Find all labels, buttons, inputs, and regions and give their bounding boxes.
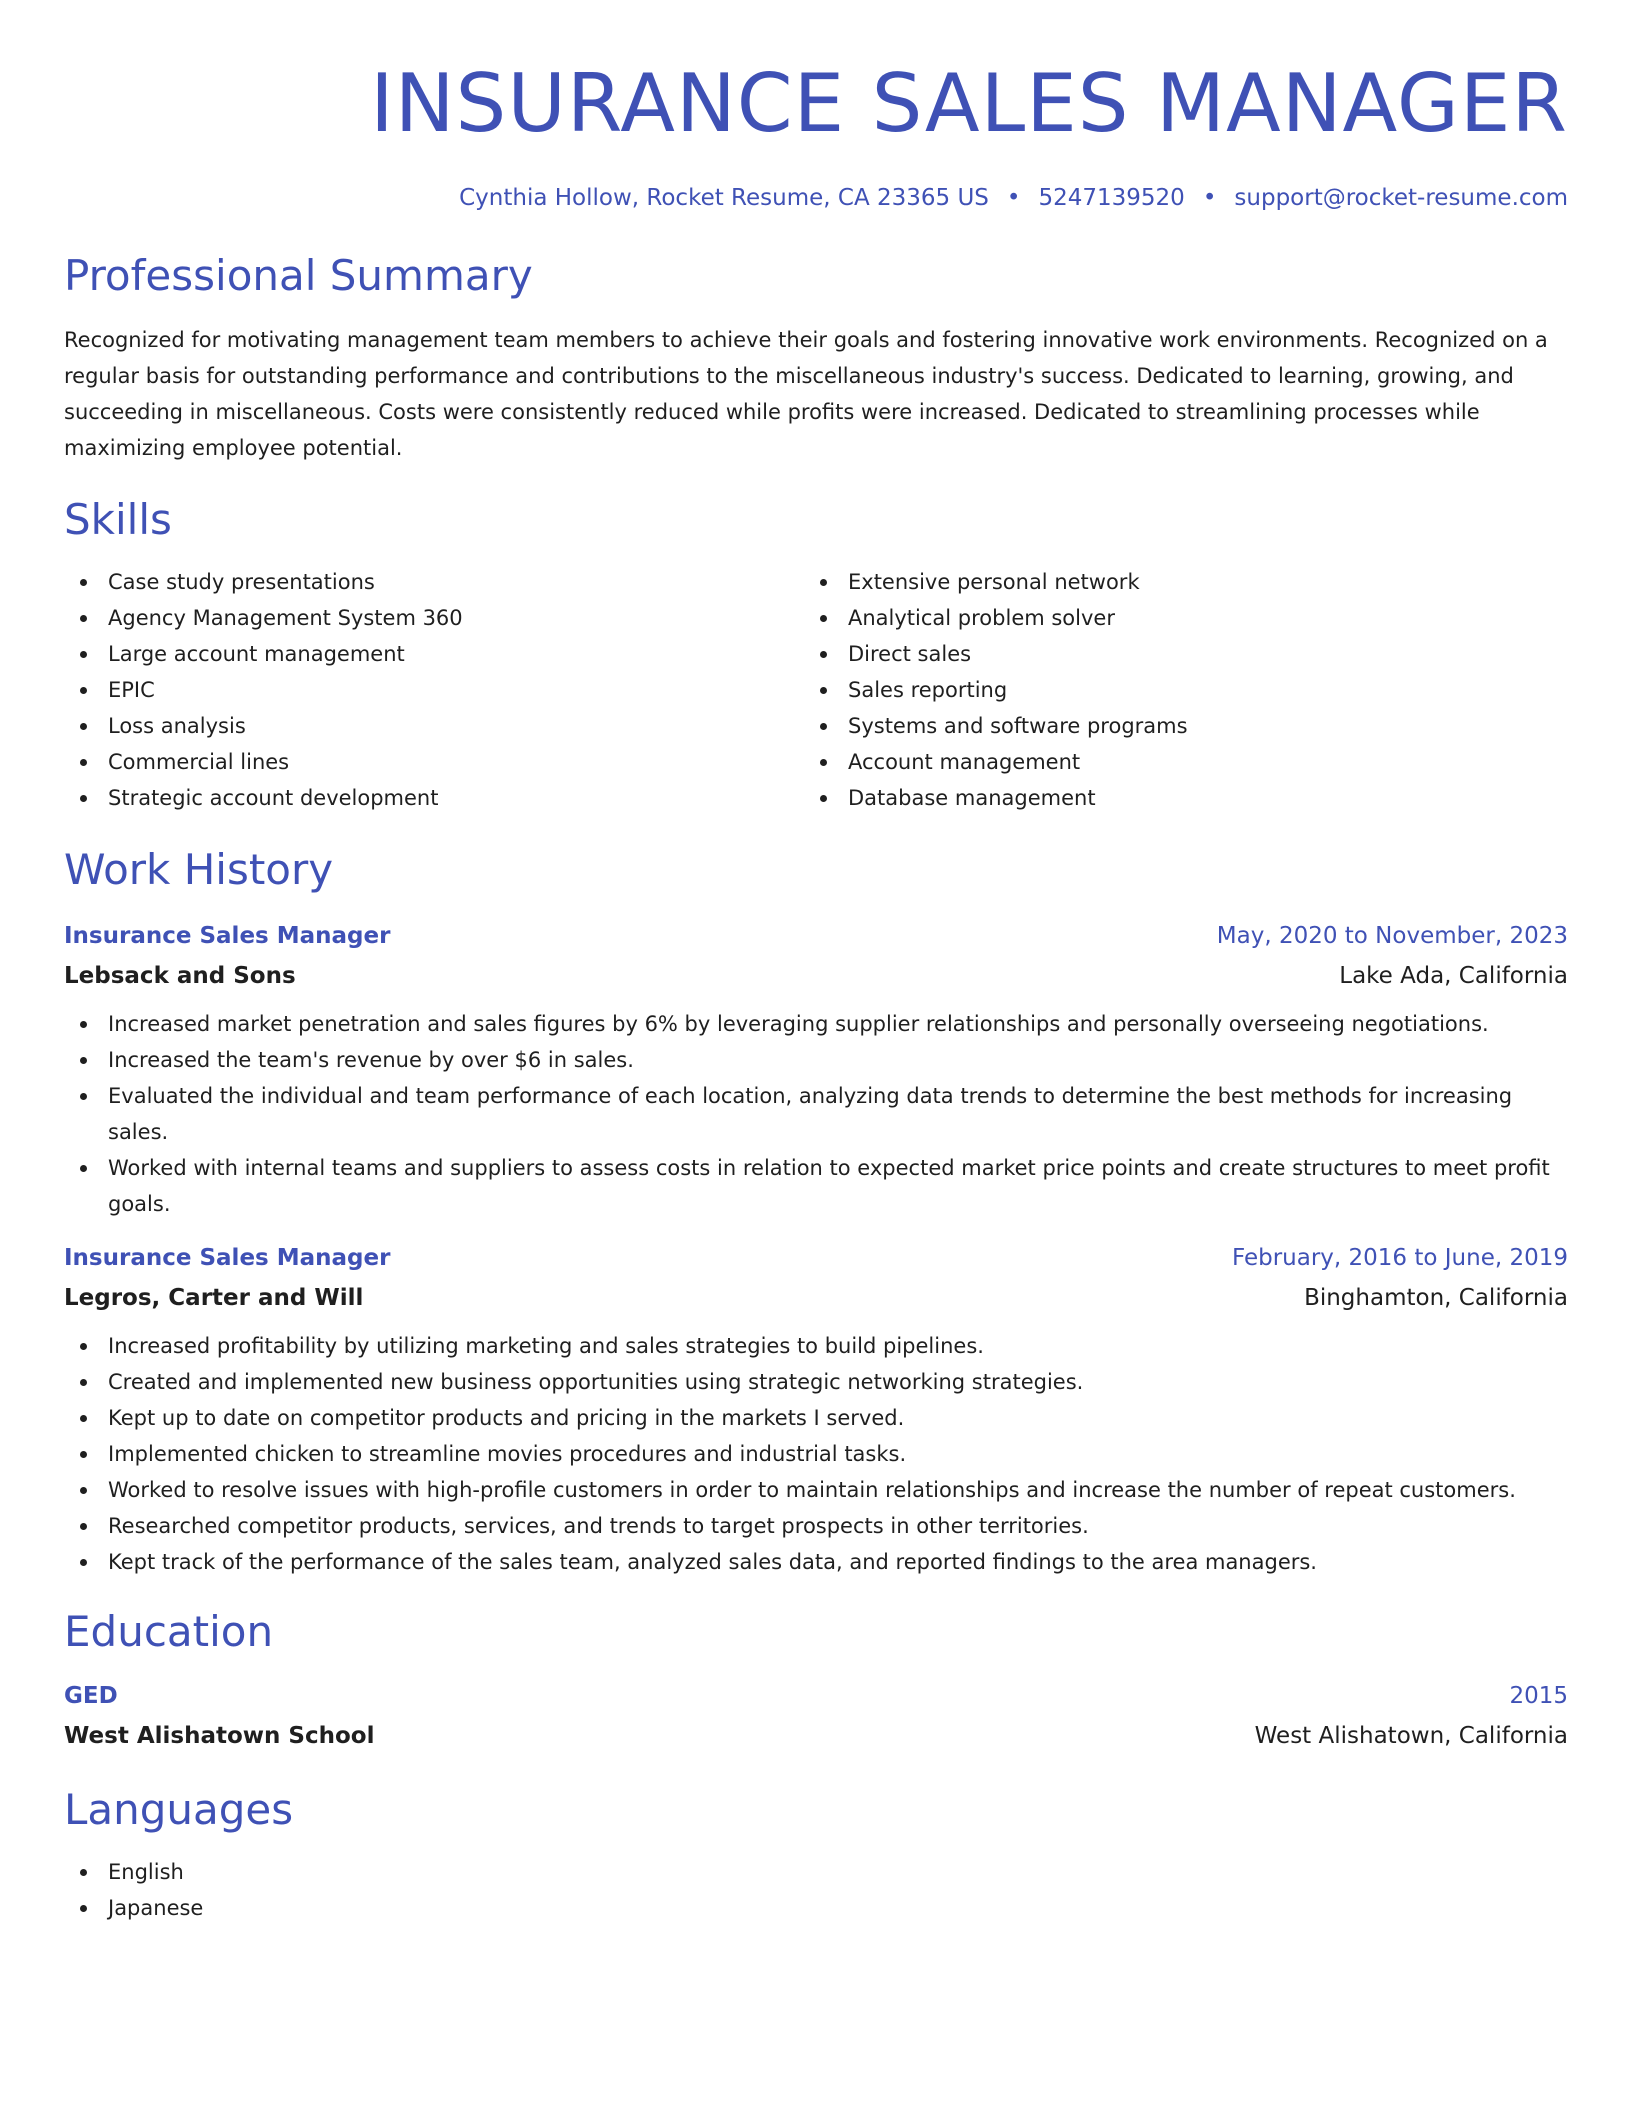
contact-separator: • — [1006, 185, 1021, 211]
skill-item: Strategic account development — [64, 780, 804, 816]
job-header — [64, 1240, 1568, 1276]
summary-heading: Professional Summary — [64, 251, 533, 300]
language-item: Japanese — [64, 1890, 1568, 1926]
skill-item: Database management — [804, 780, 1544, 816]
job-company: Lebsack and Sons — [64, 963, 296, 989]
languages-list — [64, 1854, 1568, 1926]
job-duty-item: Researched competitor products, services, and trends to target prospects in other territories. — [64, 1508, 1568, 1544]
skill-item: Direct sales — [804, 636, 1544, 672]
job-location: Binghamton, California — [1304, 1285, 1568, 1311]
education-entry — [64, 1678, 1568, 1754]
job-duties — [64, 1006, 1568, 1222]
job-duty-item: Evaluated the individual and team performance of each location, analyzing data trends to determine the best methods for increasing sales. — [64, 1078, 1568, 1150]
education-heading: Education — [64, 1607, 274, 1656]
skill-item: Sales reporting — [804, 672, 1544, 708]
contact-separator: • — [1202, 185, 1217, 211]
skills-list-right — [804, 564, 1544, 816]
skill-item: Loss analysis — [64, 708, 804, 744]
education-school: West Alishatown School — [64, 1723, 375, 1749]
contact-phone: 5247139520 — [1038, 185, 1185, 211]
skills-grid — [64, 564, 1568, 816]
job-company: Legros, Carter and Will — [64, 1285, 364, 1311]
education-location: West Alishatown, California — [1254, 1723, 1568, 1749]
summary-text: Recognized for motivating management team members to achieve their goals and fostering innovative work environments. Recognized on a regular basis for outstanding performance and contributions to the miscellaneous industry's success. Dedicated to learning, growing, and succeeding in miscellaneous. Costs were consistently reduced while profits were increased. Dedicated to streamlining processes while maximizing employee potential. — [64, 328, 1548, 460]
job-dates: February, 2016 to June, 2019 — [1231, 1245, 1568, 1271]
job-duty-item: Created and implemented new business opportunities using strategic networking strategies. — [64, 1364, 1568, 1400]
job-subheader — [64, 1280, 1568, 1316]
job-duty-item: Worked with internal teams and suppliers to assess costs in relation to expected market price points and create structures to meet profit goals. — [64, 1150, 1568, 1222]
job-entry — [64, 1240, 1568, 1580]
skill-item: Account management — [804, 744, 1544, 780]
job-position: Insurance Sales Manager — [64, 1245, 391, 1271]
job-duty-item: Implemented chicken to streamline movies procedures and industrial tasks. — [64, 1436, 1568, 1472]
language-item: English — [64, 1854, 1568, 1890]
job-header — [64, 918, 1568, 954]
skill-item: Analytical problem solver — [804, 600, 1544, 636]
resume-header — [64, 56, 1568, 214]
contact-address: Cynthia Hollow, Rocket Resume, CA 23365 US — [459, 185, 989, 211]
skill-item: Extensive personal network — [804, 564, 1544, 600]
job-entry — [64, 918, 1568, 1222]
resume-title: INSURANCE SALES MANAGER — [370, 57, 1568, 150]
skill-item: Case study presentations — [64, 564, 804, 600]
contact-line — [64, 182, 1568, 214]
job-subheader — [64, 958, 1568, 994]
work-history-heading: Work History — [64, 845, 334, 894]
job-dates: May, 2020 to November, 2023 — [1216, 923, 1568, 949]
skills-list-left — [64, 564, 804, 816]
skill-item: Systems and software programs — [804, 708, 1544, 744]
languages-heading: Languages — [64, 1785, 294, 1834]
skills-heading: Skills — [64, 495, 172, 544]
job-duty-item: Increased the team's revenue by over $6 in sales. — [64, 1042, 1568, 1078]
contact-email: support@rocket-resume.com — [1234, 185, 1568, 211]
job-position: Insurance Sales Manager — [64, 923, 391, 949]
job-duty-item: Increased market penetration and sales figures by 6% by leveraging supplier relationships and personally overseeing negotiations. — [64, 1006, 1568, 1042]
job-duty-item: Increased profitability by utilizing marketing and sales strategies to build pipelines. — [64, 1328, 1568, 1364]
job-duty-item: Kept track of the performance of the sales team, analyzed sales data, and reported findings to the area managers. — [64, 1544, 1568, 1580]
job-duties — [64, 1328, 1568, 1580]
job-duty-item: Kept up to date on competitor products and pricing in the markets I served. — [64, 1400, 1568, 1436]
education-header — [64, 1678, 1568, 1714]
job-duty-item: Worked to resolve issues with high-profile customers in order to maintain relationships and increase the number of repeat customers. — [64, 1472, 1568, 1508]
job-location: Lake Ada, California — [1339, 963, 1568, 989]
education-degree: GED — [64, 1683, 118, 1709]
education-subheader — [64, 1718, 1568, 1754]
skill-item: Large account management — [64, 636, 804, 672]
skill-item: Agency Management System 360 — [64, 600, 804, 636]
skill-item: EPIC — [64, 672, 804, 708]
skill-item: Commercial lines — [64, 744, 804, 780]
education-year: 2015 — [1509, 1683, 1568, 1709]
